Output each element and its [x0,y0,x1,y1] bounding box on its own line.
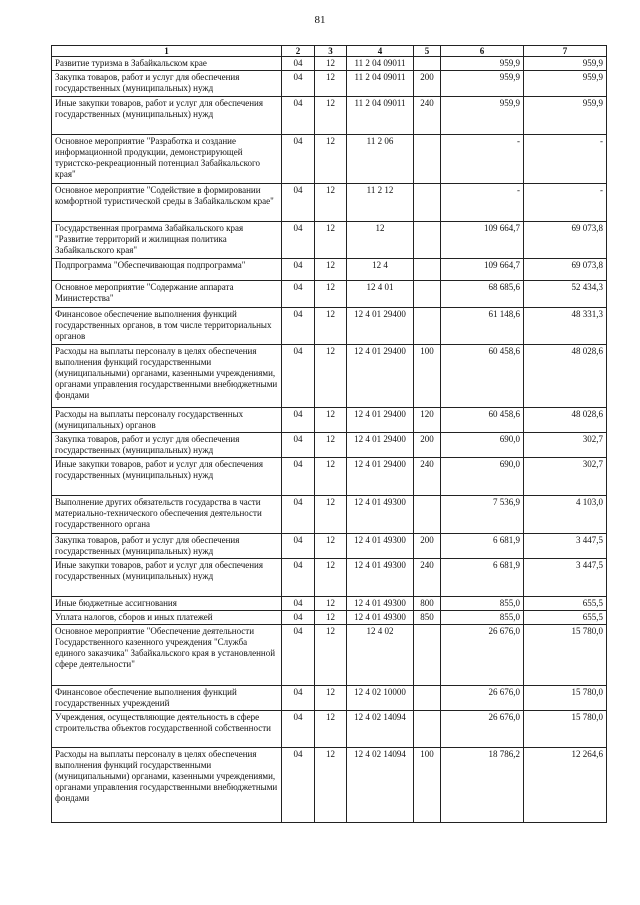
row-target-article: 12 4 01 [347,281,414,308]
row-amount-year-1: 959,9 [441,57,524,71]
row-target-article: 12 4 01 49300 [347,597,414,611]
row-subsection: 12 [315,458,347,496]
row-target-article: 11 2 04 09011 [347,71,414,97]
row-name: Выполнение других обязательств государства в части материально-технического обеспечения деятельности государственного органа [52,496,282,534]
row-amount-year-2: 655,5 [524,597,607,611]
row-name: Основное мероприятие "Содействие в формировании комфортной туристической среды в Забайкальском крае" [52,184,282,222]
table-body [52,57,607,823]
row-amount-year-1: 959,9 [441,97,524,135]
row-expense-type: 240 [414,559,441,597]
row-expense-type [414,711,441,748]
row-name: Расходы на выплаты персоналу государственных (муниципальных) органов [52,408,282,433]
row-subsection: 12 [315,222,347,259]
row-section: 04 [282,611,315,625]
row-amount-year-2: 959,9 [524,71,607,97]
row-subsection: 12 [315,611,347,625]
table-row [52,458,607,496]
row-name: Уплата налогов, сборов и иных платежей [52,611,282,625]
row-expense-type: 800 [414,597,441,611]
table-header-row [52,46,607,57]
row-expense-type [414,625,441,686]
row-amount-year-2: 4 103,0 [524,496,607,534]
row-target-article: 12 4 01 49300 [347,611,414,625]
row-amount-year-1: 855,0 [441,611,524,625]
table-row [52,184,607,222]
row-expense-type: 200 [414,71,441,97]
row-target-article: 11 2 04 09011 [347,57,414,71]
table-row [52,534,607,559]
table-row [52,433,607,458]
row-expense-type: 100 [414,345,441,408]
row-expense-type: 100 [414,748,441,823]
table-row [52,281,607,308]
row-amount-year-2: 48 028,6 [524,345,607,408]
row-target-article: 12 4 [347,259,414,281]
row-amount-year-1: 6 681,9 [441,534,524,559]
row-name: Основное мероприятие "Содержание аппарата Министерства" [52,281,282,308]
row-amount-year-2: 12 264,6 [524,748,607,823]
row-amount-year-1: 60 458,6 [441,408,524,433]
row-section: 04 [282,496,315,534]
row-section: 04 [282,625,315,686]
row-expense-type [414,135,441,184]
row-subsection: 12 [315,748,347,823]
row-subsection: 12 [315,97,347,135]
table-row [52,748,607,823]
row-subsection: 12 [315,135,347,184]
table-row [52,611,607,625]
row-name: Иные бюджетные ассигнования [52,597,282,611]
row-name: Финансовое обеспечение выполнения функций государственных учреждений [52,686,282,711]
row-expense-type: 200 [414,534,441,559]
row-target-article: 12 4 02 14094 [347,748,414,823]
row-section: 04 [282,222,315,259]
row-amount-year-1: 855,0 [441,597,524,611]
row-name: Основное мероприятие "Обеспечение деятельности Государственного казенного учреждения "Служба единого заказчика" Забайкальского края в установленной сфере деятельности" [52,625,282,686]
row-section: 04 [282,281,315,308]
row-expense-type [414,686,441,711]
row-subsection: 12 [315,686,347,711]
row-target-article: 12 4 01 49300 [347,559,414,597]
row-expense-type: 240 [414,97,441,135]
table-row [52,222,607,259]
row-target-article: 12 4 02 10000 [347,686,414,711]
row-section: 04 [282,597,315,611]
table-row [52,135,607,184]
header-col-2: 2 [282,46,315,57]
budget-table [51,45,607,823]
row-subsection: 12 [315,496,347,534]
row-section: 04 [282,97,315,135]
row-amount-year-1: 7 536,9 [441,496,524,534]
page-number: 81 [314,14,326,26]
row-name: Учреждения, осуществляющие деятельность в сфере строительства объектов государственной собственности [52,711,282,748]
row-amount-year-1: 109 664,7 [441,222,524,259]
table-row [52,345,607,408]
row-target-article: 11 2 12 [347,184,414,222]
row-amount-year-2: 959,9 [524,57,607,71]
row-section: 04 [282,57,315,71]
table-row [52,308,607,345]
row-subsection: 12 [315,345,347,408]
row-section: 04 [282,748,315,823]
row-target-article: 12 4 01 29400 [347,433,414,458]
row-subsection: 12 [315,597,347,611]
row-section: 04 [282,308,315,345]
header-col-7: 7 [524,46,607,57]
row-subsection: 12 [315,625,347,686]
table-row [52,559,607,597]
table-row [52,259,607,281]
row-name: Иные закупки товаров, работ и услуг для обеспечения государственных (муниципальных) нужд [52,97,282,135]
row-amount-year-1: - [441,184,524,222]
row-name: Финансовое обеспечение выполнения функций государственных органов, в том числе территориальных органов [52,308,282,345]
row-target-article: 11 2 04 09011 [347,97,414,135]
row-section: 04 [282,534,315,559]
row-amount-year-1: - [441,135,524,184]
row-name: Подпрограмма "Обеспечивающая подпрограмма" [52,259,282,281]
row-amount-year-2: 302,7 [524,433,607,458]
row-section: 04 [282,686,315,711]
row-subsection: 12 [315,184,347,222]
row-subsection: 12 [315,711,347,748]
row-name: Расходы на выплаты персоналу в целях обеспечения выполнения функций государственными (муниципальными) органами, казенными учреждениями, органами управления государственными внебюджетными фондами [52,345,282,408]
row-section: 04 [282,259,315,281]
header-col-4: 4 [347,46,414,57]
row-amount-year-2: 655,5 [524,611,607,625]
table-row [52,408,607,433]
row-amount-year-2: 15 780,0 [524,711,607,748]
row-name: Иные закупки товаров, работ и услуг для обеспечения государственных (муниципальных) нужд [52,458,282,496]
row-subsection: 12 [315,281,347,308]
row-expense-type [414,57,441,71]
row-amount-year-2: 15 780,0 [524,625,607,686]
row-amount-year-2: 302,7 [524,458,607,496]
row-name: Расходы на выплаты персоналу в целях обеспечения выполнения функций государственными (муниципальными) органами, казенными учреждениями, органами управления государственными внебюджетными фондами [52,748,282,823]
row-amount-year-2: 48 028,6 [524,408,607,433]
row-subsection: 12 [315,57,347,71]
row-target-article: 12 4 01 29400 [347,408,414,433]
row-target-article: 12 4 01 49300 [347,534,414,559]
row-target-article: 12 4 01 29400 [347,308,414,345]
row-name: Развитие туризма в Забайкальском крае [52,57,282,71]
row-amount-year-2: 69 073,8 [524,259,607,281]
row-subsection: 12 [315,408,347,433]
row-expense-type [414,496,441,534]
header-col-1: 1 [52,46,282,57]
row-amount-year-2: 3 447,5 [524,534,607,559]
row-amount-year-1: 690,0 [441,433,524,458]
header-col-5: 5 [414,46,441,57]
row-target-article: 12 4 01 29400 [347,345,414,408]
row-amount-year-2: - [524,184,607,222]
row-expense-type: 120 [414,408,441,433]
row-name: Иные закупки товаров, работ и услуг для обеспечения государственных (муниципальных) нужд [52,559,282,597]
row-section: 04 [282,458,315,496]
row-amount-year-1: 26 676,0 [441,686,524,711]
row-target-article: 11 2 06 [347,135,414,184]
row-target-article: 12 4 01 29400 [347,458,414,496]
row-amount-year-2: 3 447,5 [524,559,607,597]
row-subsection: 12 [315,308,347,345]
table-row [52,496,607,534]
row-expense-type: 240 [414,458,441,496]
row-expense-type [414,259,441,281]
row-target-article: 12 [347,222,414,259]
row-name: Закупка товаров, работ и услуг для обеспечения государственных (муниципальных) нужд [52,433,282,458]
row-amount-year-1: 18 786,2 [441,748,524,823]
row-target-article: 12 4 02 [347,625,414,686]
row-name: Закупка товаров, работ и услуг для обеспечения государственных (муниципальных) нужд [52,71,282,97]
row-section: 04 [282,711,315,748]
table-row [52,686,607,711]
row-expense-type [414,308,441,345]
row-amount-year-2: 959,9 [524,97,607,135]
row-name: Основное мероприятие "Разработка и создание информационной продукции, демонстрирующей туристско-рекреационный потенциал Забайкальского края" [52,135,282,184]
row-amount-year-1: 6 681,9 [441,559,524,597]
row-amount-year-2: - [524,135,607,184]
row-subsection: 12 [315,559,347,597]
row-amount-year-1: 60 458,6 [441,345,524,408]
row-amount-year-2: 48 331,3 [524,308,607,345]
row-subsection: 12 [315,534,347,559]
row-expense-type: 850 [414,611,441,625]
table-row [52,71,607,97]
row-name: Закупка товаров, работ и услуг для обеспечения государственных (муниципальных) нужд [52,534,282,559]
row-expense-type [414,184,441,222]
row-section: 04 [282,345,315,408]
row-expense-type: 200 [414,433,441,458]
row-target-article: 12 4 01 49300 [347,496,414,534]
table-row [52,57,607,71]
row-section: 04 [282,559,315,597]
row-amount-year-2: 69 073,8 [524,222,607,259]
table-row [52,625,607,686]
row-expense-type [414,281,441,308]
row-amount-year-2: 52 434,3 [524,281,607,308]
row-amount-year-1: 959,9 [441,71,524,97]
row-section: 04 [282,184,315,222]
row-section: 04 [282,135,315,184]
table-row [52,597,607,611]
row-subsection: 12 [315,71,347,97]
row-amount-year-2: 15 780,0 [524,686,607,711]
row-expense-type [414,222,441,259]
header-col-6: 6 [441,46,524,57]
row-name: Государственная программа Забайкальского края "Развитие территорий и жилищная политика Забайкальского края" [52,222,282,259]
row-subsection: 12 [315,433,347,458]
header-col-3: 3 [315,46,347,57]
row-amount-year-1: 68 685,6 [441,281,524,308]
row-target-article: 12 4 02 14094 [347,711,414,748]
row-section: 04 [282,71,315,97]
row-amount-year-1: 109 664,7 [441,259,524,281]
row-section: 04 [282,433,315,458]
row-section: 04 [282,408,315,433]
table-row [52,97,607,135]
row-amount-year-1: 61 148,6 [441,308,524,345]
row-subsection: 12 [315,259,347,281]
row-amount-year-1: 26 676,0 [441,711,524,748]
row-amount-year-1: 690,0 [441,458,524,496]
row-amount-year-1: 26 676,0 [441,625,524,686]
table-row [52,711,607,748]
